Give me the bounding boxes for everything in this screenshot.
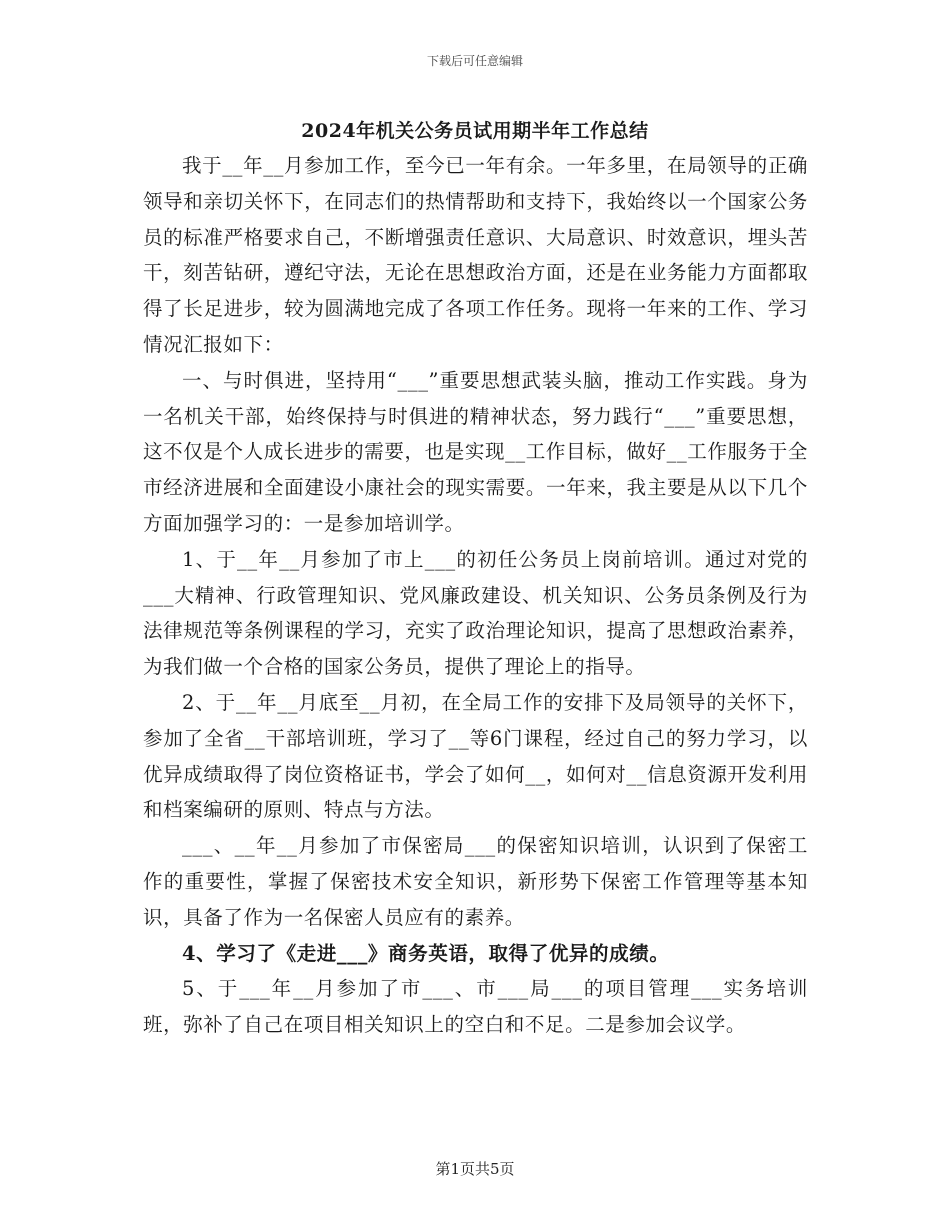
page-footer: 第1页共5页 <box>435 1160 515 1178</box>
header-note: 下载后可任意编辑 <box>426 54 523 68</box>
paragraph-item-3: ___、__年__月参加了市保密局___的保密知识培训，认识到了保密工作的重要性，掌握了保密技术安全知识，新形势下保密工作管理等基本知识，具备了作为一名保密人员应有的素养。 <box>143 834 808 929</box>
paragraph-item-2: 2、于__年__月底至__月初，在全局工作的安排下及局领导的关怀下，参加了全省__干部培训班，学习了__等6门课程，经过自己的努力学习，以优异成绩取得了岗位资格证书，学会了如何__，如何对__信息资源开发利用和档案编研的原则、特点与方法。 <box>143 690 808 822</box>
paragraph-item-5: 5、于___年__月参加了市___、市___局___的项目管理___实务培训班，弥补了自己在项目相关知识上的空白和不足。二是参加会议学。 <box>143 977 808 1037</box>
paragraph-item-4: 4、学习了《走进___》商务英语，取得了优异的成绩。 <box>182 941 670 965</box>
document-title: 2024年机关公务员试用期半年工作总结 <box>301 120 649 142</box>
document-body <box>143 148 808 1043</box>
paragraph-section-one: 一、与时俱进，坚持用“___”重要思想武装头脑，推动工作实践。身为一名机关干部，始终保持与时俱进的精神状态，努力践行“___”重要思想，这不仅是个人成长进步的需要，也是实现__工作目标，做好__工作服务于全市经济进展和全面建设小康社会的现实需要。一年来，我主要是从以下几个方面加强学习的：一是参加培训学。 <box>143 368 808 535</box>
paragraph-item-1: 1、于__年__月参加了市上___的初任公务员上岗前培训。通过对党的___大精神、行政管理知识、党风廉政建设、机关知识、公务员条例及行为法律规范等条例课程的学习，充实了政治理论知识，提高了思想政治素养，为我们做一个合格的国家公务员，提供了理论上的指导。 <box>143 547 808 679</box>
paragraph-intro: 我于__年__月参加工作，至今已一年有余。一年多里，在局领导的正确领导和亲切关怀下，在同志们的热情帮助和支持下，我始终以一个国家公务员的标准严格要求自己，不断增强责任意识、大局意识、时效意识，埋头苦干，刻苦钻研，遵纪守法，无论在思想政治方面，还是在业务能力方面都取得了长足进步，较为圆满地完成了各项工作任务。现将一年来的工作、学习情况汇报如下： <box>143 154 808 356</box>
